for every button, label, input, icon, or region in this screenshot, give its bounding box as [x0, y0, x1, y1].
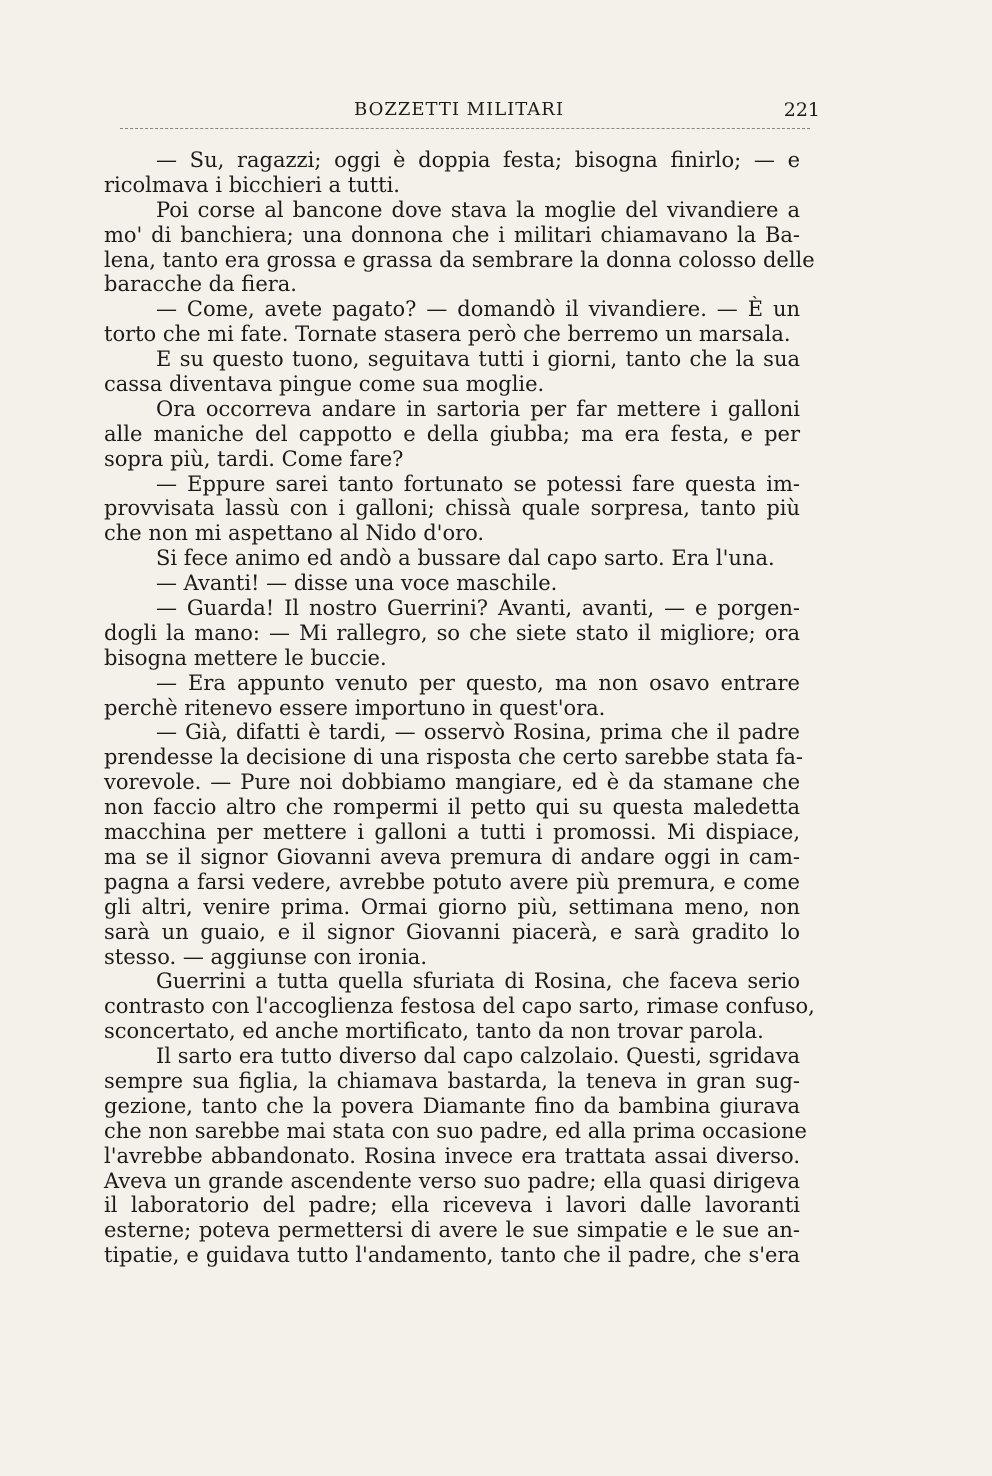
text-line: tipatie, e guidava tutto l'andamento, tanto che il padre, che s'era — [104, 1243, 800, 1268]
text-line: dogli la mano: — Mi rallegro, so che siete stato il migliore; ora — [104, 620, 800, 645]
text-line: bisogna mettere le buccie. — [104, 645, 387, 670]
text-line: sconcertato, ed anche mortificato, tanto da non trovar parola. — [104, 1019, 764, 1044]
text-line: baracche da fiera. — [104, 272, 297, 297]
text-line: che non sarebbe mai stata con suo padre, ed alla prima occasione — [104, 1118, 807, 1143]
text-line: il laboratorio del padre; ella riceveva i lavori dalle lavoranti — [104, 1193, 800, 1218]
text-line: — Guarda! Il nostro Guerrini? Avanti, avanti, — e porgen- — [156, 596, 800, 621]
text-line: perchè ritenevo essere importuno in quest'ora. — [104, 695, 606, 720]
text-line: — Era appunto venuto per questo, ma non osavo entrare — [156, 670, 800, 695]
text-line: sarà un guaio, e il signor Giovanni piacerà, e sarà gradito lo — [104, 919, 800, 944]
text-line: — Come, avete pagato? — domandò il vivandiere. — È un — [156, 297, 800, 322]
text-line: sempre sua figlia, la chiamava bastarda, la teneva in gran sug- — [104, 1068, 800, 1093]
text-line: l'avrebbe abbandonato. Rosina invece era trattata assai diverso. — [104, 1143, 800, 1168]
text-line: E su questo tuono, seguitava tutti i giorni, tanto che la sua — [156, 347, 800, 372]
text-line: non faccio altro che rompermi il petto qui su questa maledetta — [104, 795, 800, 820]
text-line: — Già, difatti è tardi, — osservò Rosina, prima che il padre — [156, 720, 800, 745]
text-line: lena, tanto era grossa e grassa da sembrare la donna colosso delle — [104, 247, 815, 272]
text-line: ma se il signor Giovanni aveva premura di andare oggi in cam- — [104, 844, 800, 869]
text-line: stesso. — aggiunse con ironia. — [104, 944, 427, 969]
text-line: gezione, tanto che la povera Diamante fino da bambina giurava — [104, 1093, 800, 1118]
text-line: — Eppure sarei tanto fortunato se potessi fare questa im- — [156, 471, 800, 496]
text-line: macchina per mettere i galloni a tutti i promossi. Mi dispiace, — [104, 820, 800, 845]
text-line: torto che mi fate. Tornate stasera però che berremo un marsala. — [104, 322, 791, 347]
text-line: esterne; poteva permettersi di avere le sue simpatie e le sue an- — [104, 1218, 800, 1243]
text-line: ricolmava i bicchieri a tutti. — [104, 172, 400, 197]
text-line: vorevole. — Pure noi dobbiamo mangiare, ed è da stamane che — [104, 770, 800, 795]
body-text — [104, 148, 815, 1268]
text-line: — Su, ragazzi; oggi è doppia festa; bisogna finirlo; — e — [156, 148, 800, 172]
text-line: Poi corse al bancone dove stava la moglie del vivandiere a — [156, 197, 800, 222]
text-line: cassa diventava pingue come sua moglie. — [104, 372, 545, 397]
text-line: prendesse la decisione di una risposta che certo sarebbe stata fa- — [104, 745, 803, 770]
text-line: sopra più, tardi. Come fare? — [104, 446, 404, 471]
text-line: contrasto con l'accoglienza festosa del capo sarto, rimase confuso, — [104, 994, 815, 1019]
header-rule — [120, 122, 810, 129]
text-line: Aveva un grande ascendente verso suo padre; ella quasi dirigeva — [104, 1168, 800, 1193]
text-line: Il sarto era tutto diverso dal capo calzolaio. Questi, sgridava — [156, 1044, 800, 1069]
running-title: BOZZETTI MILITARI — [354, 99, 564, 120]
text-line: mo' di banchiera; una donnona che i militari chiamavano la Ba- — [104, 222, 800, 247]
text-line: pagna a farsi vedere, avrebbe potuto avere più premura, e come — [104, 869, 800, 894]
page-number: 221 — [783, 99, 820, 121]
text-line: Ora occorreva andare in sartoria per far mettere i galloni — [156, 396, 800, 421]
text-line: provvisata lassù con i galloni; chissà quale sorpresa, tanto più — [104, 496, 800, 521]
text-line: gli altri, venire prima. Ormai giorno più, settimana meno, non — [104, 894, 800, 919]
text-line: Guerrini a tutta quella sfuriata di Rosina, che faceva serio — [156, 969, 800, 994]
text-line: alle maniche del cappotto e della giubba; ma era festa, e per — [104, 421, 800, 446]
text-line: — Avanti! — disse una voce maschile. — [156, 571, 558, 596]
text-line: che non mi aspettano al Nido d'oro. — [104, 521, 485, 546]
text-line: Si fece animo ed andò a bussare dal capo sarto. Era l'una. — [156, 546, 775, 571]
